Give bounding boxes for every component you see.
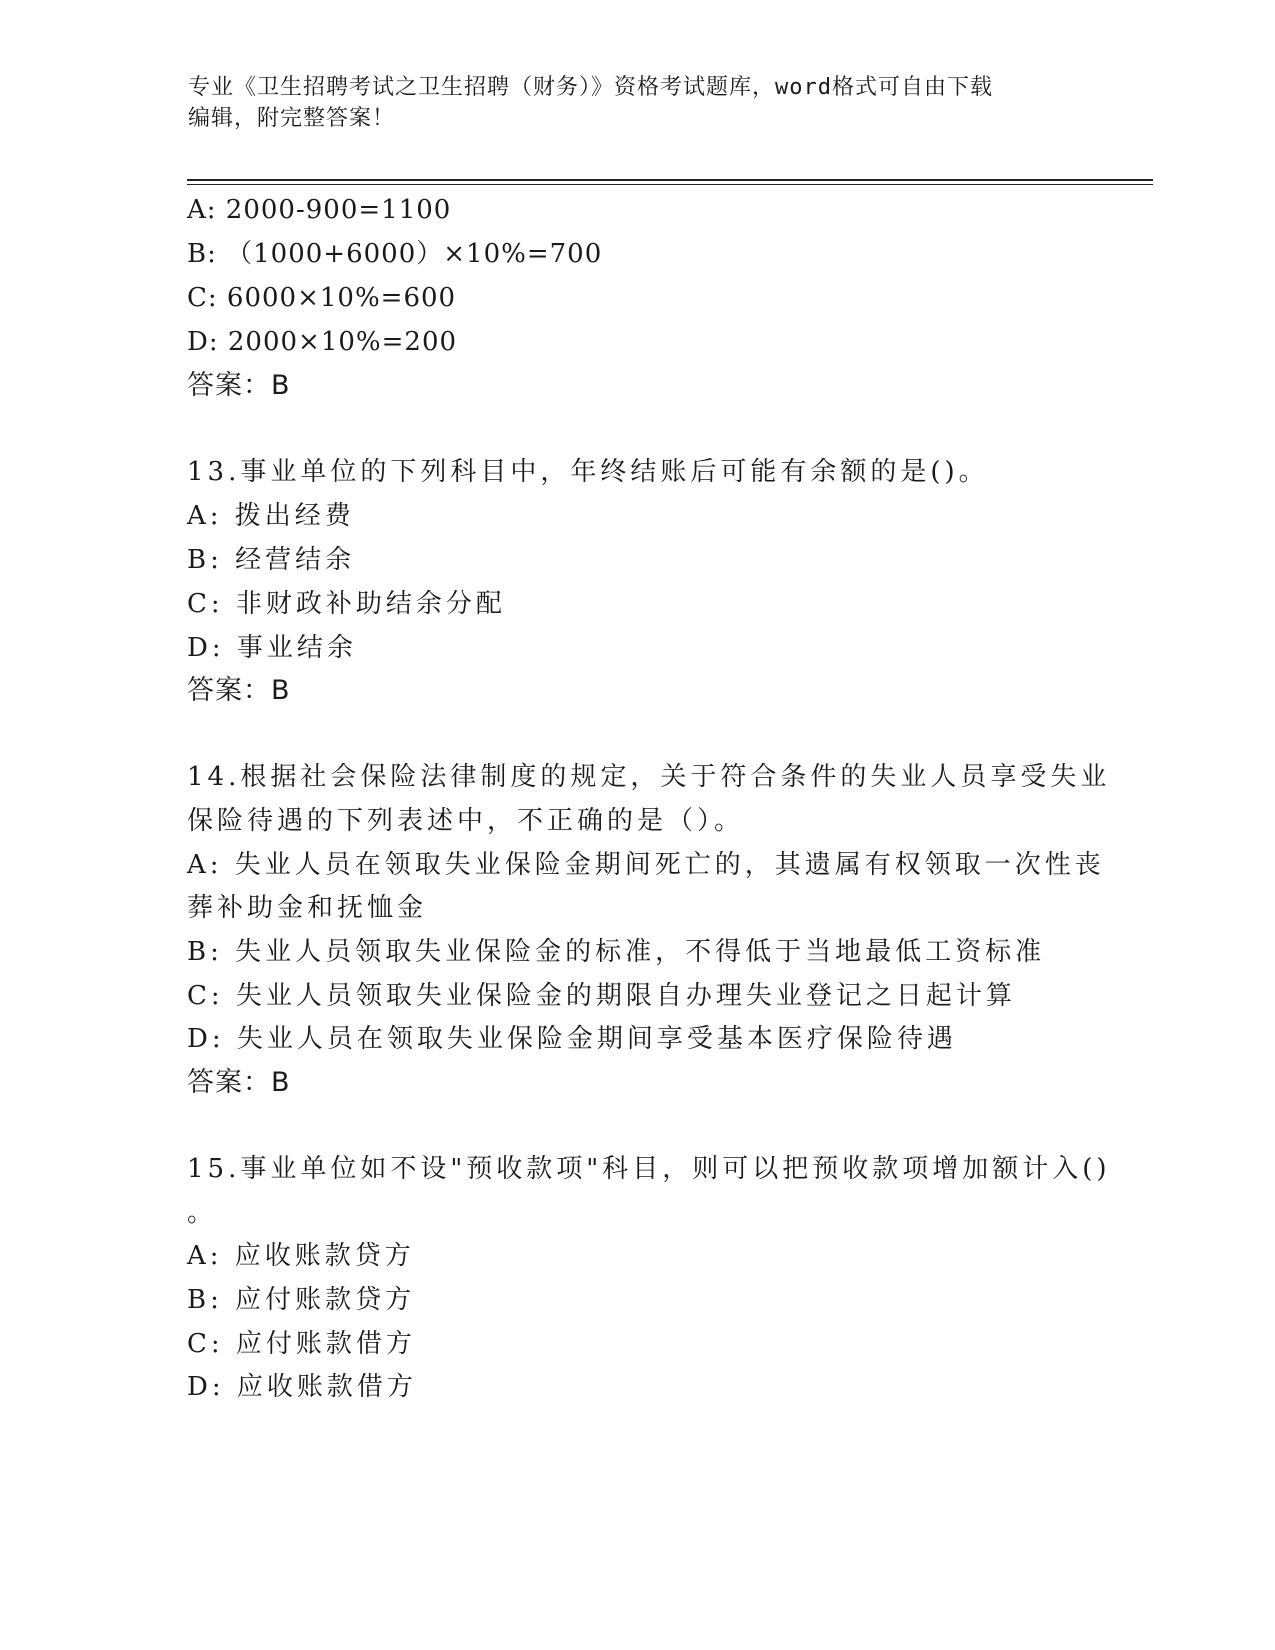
q15-option-b: B: 应付账款贷方 [187,1285,416,1315]
q14-option-a-line-1: A: 失业人员在领取失业保险金期间死亡的，其遗属有权领取一次性丧 [187,850,1105,880]
q14-option-c: C: 失业人员领取失业保险金的期限自办理失业登记之日起计算 [187,981,1016,1011]
q14-option-d: D: 失业人员在领取失业保险金期间享受基本医疗保险待遇 [187,1024,957,1054]
q12-option-b: B: （1000+6000）×10%=700 [187,239,603,269]
q15-option-c: C: 应付账款借方 [187,1329,416,1359]
q12-option-a: A: 2000-900=1100 [187,195,452,225]
q15-option-a: A: 应收账款贷方 [187,1241,415,1271]
q13-option-d: D: 事业结余 [187,633,357,663]
q15-question-line-1: 15.事业单位如不设"预收款项"科目，则可以把预收款项增加额计入() [187,1154,1111,1184]
q12-option-d: D: 2000×10%=200 [187,327,458,357]
q15-option-d: D: 应收账款借方 [187,1372,417,1402]
q13-answer: 答案：B [187,675,291,706]
q14-option-a-line-2: 葬补助金和抚恤金 [187,893,428,923]
q14-question-line-1: 14.根据社会保险法律制度的规定，关于符合条件的失业人员享受失业 [187,762,1111,792]
header-divider-thick [187,179,1153,181]
header-divider-thin [187,184,1153,185]
q14-option-b: B: 失业人员领取失业保险金的标准，不得低于当地最低工资标准 [187,937,1046,967]
q14-answer: 答案：B [187,1067,291,1098]
header-line-2: 编辑，附完整答案！ [188,106,396,131]
q15-question-line-2: 。 [187,1198,218,1228]
q12-answer: 答案：B [187,370,291,401]
header-line-1: 专业《卫生招聘考试之卫生招聘（财务）》资格考试题库，word格式可自由下载 [188,75,993,100]
q13-option-c: C: 非财政补助结余分配 [187,589,506,619]
q14-question-line-2: 保险待遇的下列表述中，不正确的是（）。 [187,806,745,836]
q13-option-a: A: 拨出经费 [187,501,355,531]
q13-question: 13.事业单位的下列科目中，年终结账后可能有余额的是()。 [187,457,989,487]
q13-option-b: B: 经营结余 [187,545,356,575]
document-header [188,72,1068,134]
q12-option-c: C: 6000×10%=600 [187,283,457,313]
